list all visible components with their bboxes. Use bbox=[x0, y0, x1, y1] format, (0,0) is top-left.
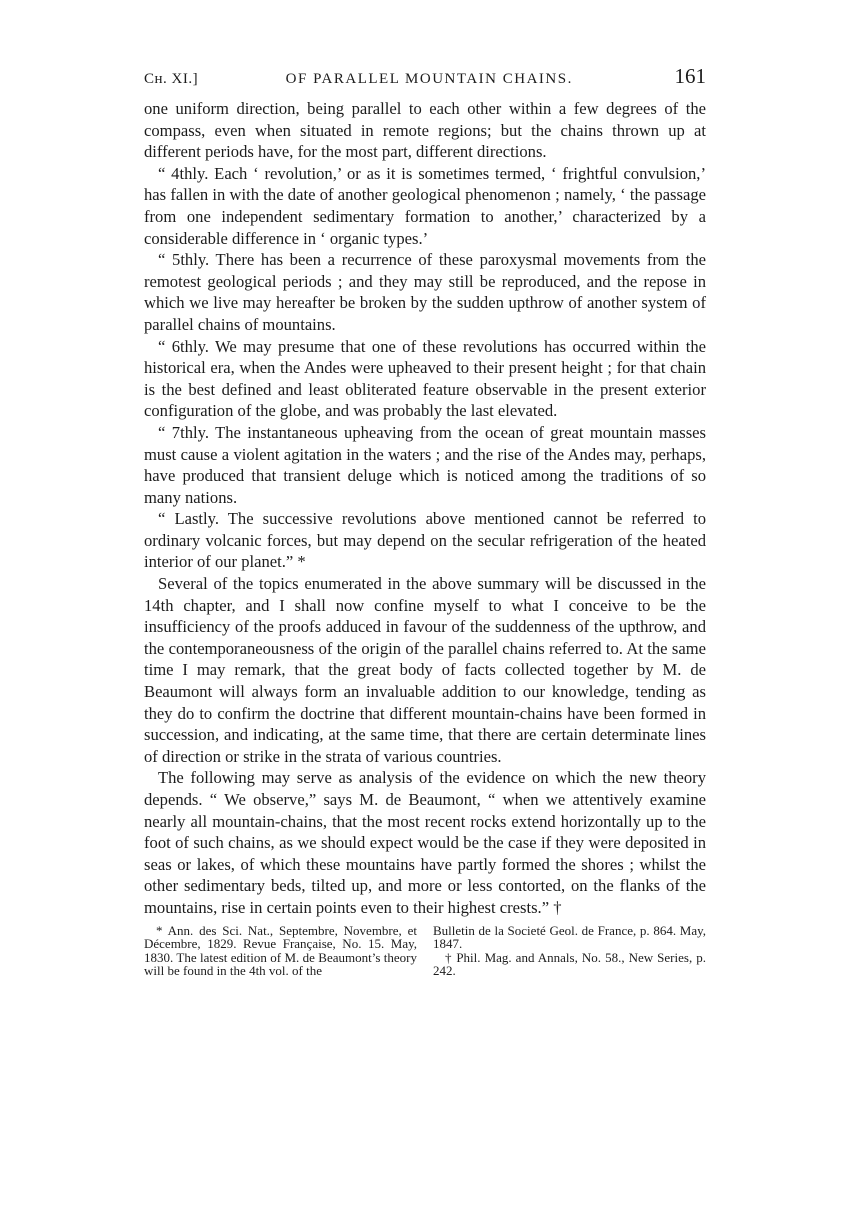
running-title: OF PARALLEL MOUNTAIN CHAINS. bbox=[285, 71, 573, 87]
footnotes bbox=[144, 924, 706, 978]
paragraph-fifthly: “ 5thly. There has been a recurrence of these paroxysmal movements from the remotest geological periods ; and they may still be reproduced, and the repose in which we live may hereafter be broken by the sudden upthrow of another system of parallel chains of mountains. bbox=[144, 250, 706, 334]
body-text bbox=[144, 98, 706, 919]
footnote-asterisk-continuation: Bulletin de la Societé Geol. de France, p. 864. May, 1847. bbox=[433, 922, 706, 952]
running-head bbox=[144, 64, 706, 98]
footnote-column-left bbox=[144, 924, 417, 978]
paragraph-lastly: “ Lastly. The successive revolutions above mentioned cannot be referred to ordinary volcanic forces, but may depend on the secular refrigeration of the heated interior of our planet.” * bbox=[144, 509, 706, 572]
paragraph-topics: Several of the topics enumerated in the above summary will be discussed in the 14th chapter, and I shall now confine myself to what I conceive to be the insufficiency of the proofs adduced in favour of the suddenness of the upthrow, and the contemporaneousness of the origin of the parallel chains referred to. At the same time I may remark, that the great body of facts collected together by M. de Beaumont will always form an invaluable addition to our knowledge, tending as they do to confirm the doctrine that different mountain-chains have been formed in succession, and indicating, at the same time, that there are certain determinate lines of direction or strike in the strata of various countries. bbox=[144, 574, 706, 766]
paragraph-analysis: The following may serve as analysis of the evidence on which the new theory depends. “ We observe,” says M. de Beaumont, “ when we attentively examine nearly all mountain-chains, that the most recent rocks extend horizontally up to the foot of such chains, as we should expect would be the case if they were deposited in seas or lakes, of which these mountains have partly formed the shores ; whilst the other sedimentary beds, tilted up, and more or less contorted, on the flanks of the mountains, rise in certain points even to their highest crests.” † bbox=[144, 768, 706, 917]
paragraph-fourthly: “ 4thly. Each ‘ revolution,’ or as it is sometimes termed, ‘ frightful convulsion,’ has fallen in with the date of another geological phenomenon ; namely, ‘ the passage from one independent sedimentary formation to another,’ characterized by a considerable difference in ‘ organic types.’ bbox=[144, 163, 706, 248]
book-page bbox=[144, 64, 706, 978]
footnote-column-right bbox=[433, 924, 706, 978]
paragraph-continuation: one uniform direction, being parallel to each other within a few degrees of the compass, even when situated in remote regions; but the chains thrown up at different periods have, for the most part, different directions. bbox=[144, 99, 706, 162]
footnote-asterisk: * Ann. des Sci. Nat., Septembre, Novembre, et Décembre, 1829. Revue Française, No. 15. May, 1830. The latest edition of M. de Beaumont’s theory will be found in the 4th vol. of the bbox=[144, 922, 417, 979]
footnote-dagger: † Phil. Mag. and Annals, No. 58., New Series, p. 242. bbox=[433, 949, 706, 979]
paragraph-seventhly: “ 7thly. The instantaneous upheaving from the ocean of great mountain masses must cause a violent agitation in the waters ; and the rise of the Andes may, perhaps, have produced that transient deluge which is noticed among the traditions of so many nations. bbox=[144, 422, 706, 507]
page-number: 161 bbox=[674, 64, 706, 88]
paragraph-sixthly: “ 6thly. We may presume that one of these revolutions has occurred within the historical era, when the Andes were upheaved to their present height ; for that chain is the best defined and least obliterated feature observable in the present exterior configuration of the globe, and was probably the last elevated. bbox=[144, 336, 706, 421]
chapter-reference: Cʜ. XI.] bbox=[144, 71, 199, 87]
